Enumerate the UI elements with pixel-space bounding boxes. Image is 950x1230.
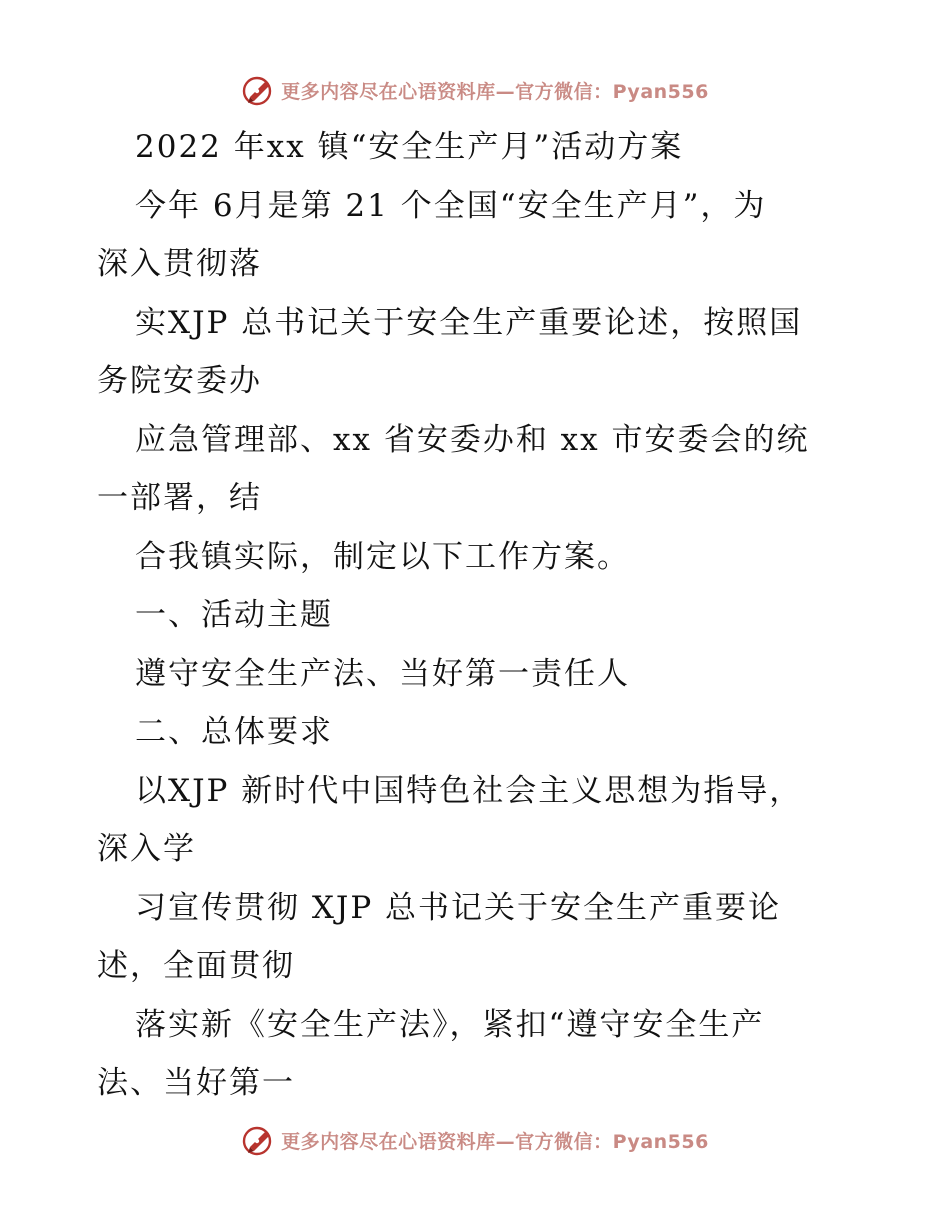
paragraph-line: 务院安委办 xyxy=(97,363,262,399)
header-watermark xyxy=(0,70,950,110)
paragraph-line: 一部署，结 xyxy=(97,480,262,516)
paragraph-line: 今年 6月是第 21 个全国“安全生产月”，为 xyxy=(135,187,767,224)
paragraph-line: 述，全面贯彻 xyxy=(97,948,295,984)
doc-title: 2022 年xx 镇“安全生产月”活动方案 xyxy=(135,129,684,165)
paragraph-line: 习宣传贯彻 XJP 总书记关于安全生产重要论 xyxy=(135,889,782,926)
footer-watermark xyxy=(0,1120,950,1160)
watermark-text: 更多内容尽在心语资料库—官方微信：Pyan556 xyxy=(281,1130,709,1153)
paragraph-line: 遵守安全生产法、当好第一责任人 xyxy=(135,655,630,692)
paragraph-line: 法、当好第一 xyxy=(97,1065,295,1101)
paragraph-line: 应急管理部、xx 省安委办和 xx 市安委会的统 xyxy=(135,421,810,458)
pen-logo-icon xyxy=(241,73,275,107)
section-heading: 一、活动主题 xyxy=(135,597,333,633)
watermark-text: 更多内容尽在心语资料库—官方微信：Pyan556 xyxy=(281,80,709,103)
watermark-group xyxy=(241,73,709,107)
paragraph-line: 合我镇实际，制定以下工作方案。 xyxy=(135,538,630,575)
paragraph-line: 实XJP 总书记关于安全生产重要论述，按照国 xyxy=(135,304,803,341)
watermark-group xyxy=(241,1123,709,1157)
paragraph-line: 深入贯彻落 xyxy=(97,246,262,282)
paragraph-line: 以XJP 新时代中国特色社会主义思想为指导， xyxy=(135,772,803,809)
pen-logo-icon xyxy=(241,1123,275,1157)
section-heading: 二、总体要求 xyxy=(135,714,333,750)
paragraph-line: 落实新《安全生产法》，紧扣“遵守安全生产 xyxy=(135,1006,765,1043)
paragraph-line: 深入学 xyxy=(97,831,196,867)
document-body xyxy=(97,118,837,1113)
